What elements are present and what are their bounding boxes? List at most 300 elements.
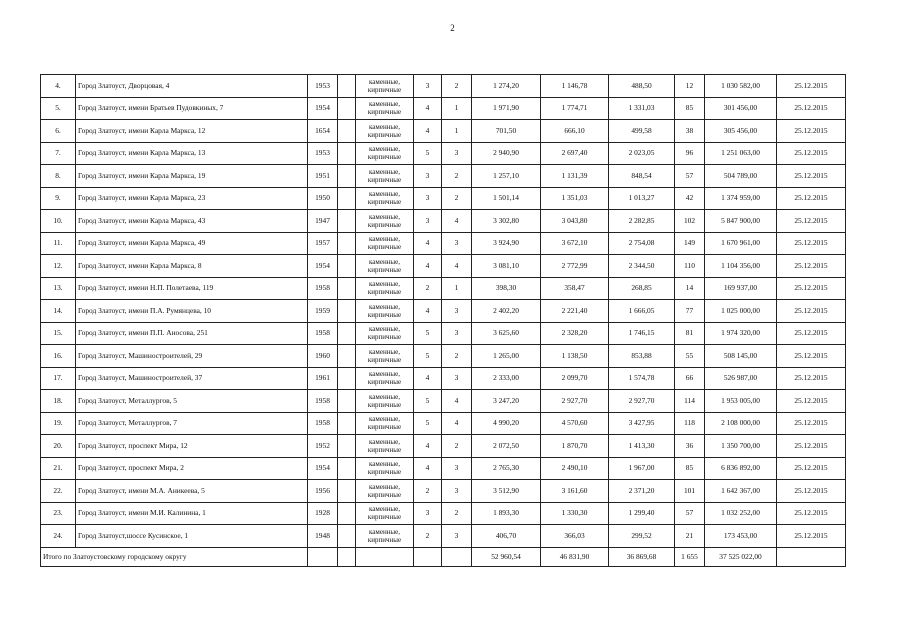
cost: 504 789,00 (705, 165, 777, 188)
blank-cell (338, 367, 356, 390)
wall-material: каменные, кирпичные (356, 187, 414, 210)
blank-cell (338, 412, 356, 435)
residents: 57 (675, 502, 705, 525)
build-year: 1953 (308, 75, 338, 98)
total-cost: 37 525 022,00 (705, 547, 777, 566)
table-row (41, 412, 846, 435)
build-year: 1958 (308, 412, 338, 435)
table-row (41, 120, 846, 143)
row-number: 14. (41, 300, 76, 323)
cost: 305 456,00 (705, 120, 777, 143)
wall-material: каменные, кирпичные (356, 390, 414, 413)
residential-area: 1 967,00 (609, 457, 675, 480)
cost: 1 030 582,00 (705, 75, 777, 98)
wall-material: каменные, кирпичные (356, 345, 414, 368)
residents: 21 (675, 525, 705, 548)
address: Город Златоуст, Металлургов, 7 (76, 412, 308, 435)
residential-area: 2 282,85 (609, 210, 675, 233)
total-area: 52 960,54 (472, 547, 541, 566)
page-number: 2 (450, 23, 455, 33)
date: 25.12.2015 (777, 142, 846, 165)
total-cell-empty (442, 547, 472, 566)
address: Город Златоуст, имени Карла Маркса, 49 (76, 232, 308, 255)
blank-cell (338, 525, 356, 548)
total-area: 3 302,80 (472, 210, 541, 233)
date: 25.12.2015 (777, 255, 846, 278)
total-area: 406,70 (472, 525, 541, 548)
wall-material: каменные, кирпичные (356, 412, 414, 435)
floors: 5 (414, 412, 442, 435)
residents: 149 (675, 232, 705, 255)
floors: 3 (414, 187, 442, 210)
total-area: 2 402,20 (472, 300, 541, 323)
living-area: 1 138,50 (541, 345, 609, 368)
address: Город Златоуст, имени Братьев Пудовкиных, 7 (76, 97, 308, 120)
floors: 4 (414, 435, 442, 458)
blank-cell (338, 390, 356, 413)
floors: 5 (414, 345, 442, 368)
build-year: 1950 (308, 187, 338, 210)
build-year: 1958 (308, 390, 338, 413)
residents: 114 (675, 390, 705, 413)
living-area: 2 697,40 (541, 142, 609, 165)
living-area: 2 221,40 (541, 300, 609, 323)
living-area: 1 774,71 (541, 97, 609, 120)
living-area: 358,47 (541, 277, 609, 300)
table-row (41, 390, 846, 413)
blank-cell (338, 187, 356, 210)
build-year: 1947 (308, 210, 338, 233)
wall-material: каменные, кирпичные (356, 255, 414, 278)
total-area: 1 501,14 (472, 187, 541, 210)
living-area: 666,10 (541, 120, 609, 143)
living-area: 2 328,20 (541, 322, 609, 345)
floors: 5 (414, 142, 442, 165)
residential-area: 1 413,30 (609, 435, 675, 458)
address: Город Златоуст, Дворцовая, 4 (76, 75, 308, 98)
housing-table (40, 74, 846, 567)
build-year: 1952 (308, 435, 338, 458)
build-year: 1960 (308, 345, 338, 368)
wall-material: каменные, кирпичные (356, 210, 414, 233)
total-area: 3 081,10 (472, 255, 541, 278)
table-row (41, 165, 846, 188)
row-number: 21. (41, 457, 76, 480)
floors: 3 (414, 165, 442, 188)
residential-area: 1 666,05 (609, 300, 675, 323)
date: 25.12.2015 (777, 75, 846, 98)
residential-area: 2 344,50 (609, 255, 675, 278)
date: 25.12.2015 (777, 165, 846, 188)
table-row (41, 525, 846, 548)
date: 25.12.2015 (777, 457, 846, 480)
build-year: 1961 (308, 367, 338, 390)
residential-area: 1 299,40 (609, 502, 675, 525)
residents: 118 (675, 412, 705, 435)
row-number: 16. (41, 345, 76, 368)
wall-material: каменные, кирпичные (356, 75, 414, 98)
entrances: 3 (442, 457, 472, 480)
blank-cell (338, 142, 356, 165)
entrances: 1 (442, 97, 472, 120)
row-number: 23. (41, 502, 76, 525)
cost: 1 104 356,00 (705, 255, 777, 278)
living-area: 2 772,99 (541, 255, 609, 278)
wall-material: каменные, кирпичные (356, 502, 414, 525)
entrances: 2 (442, 75, 472, 98)
table-row (41, 75, 846, 98)
table-row (41, 97, 846, 120)
residential-area: 488,50 (609, 75, 675, 98)
address: Город Златоуст, имени М.А. Аникеева, 5 (76, 480, 308, 503)
date: 25.12.2015 (777, 322, 846, 345)
wall-material: каменные, кирпичные (356, 277, 414, 300)
total-cell-empty (308, 547, 338, 566)
table-row (41, 480, 846, 503)
residents: 81 (675, 322, 705, 345)
residents: 36 (675, 435, 705, 458)
total-area: 1 265,00 (472, 345, 541, 368)
residential-area: 853,88 (609, 345, 675, 368)
table-row (41, 255, 846, 278)
total-area: 2 333,00 (472, 367, 541, 390)
table-row (41, 187, 846, 210)
blank-cell (338, 322, 356, 345)
address: Город Златоуст, Машиностроителей, 29 (76, 345, 308, 368)
living-area: 3 043,80 (541, 210, 609, 233)
date: 25.12.2015 (777, 412, 846, 435)
total-row (41, 547, 846, 566)
blank-cell (338, 120, 356, 143)
date: 25.12.2015 (777, 232, 846, 255)
table-row (41, 277, 846, 300)
total-area: 398,30 (472, 277, 541, 300)
build-year: 1928 (308, 502, 338, 525)
cost: 1 953 005,00 (705, 390, 777, 413)
wall-material: каменные, кирпичные (356, 525, 414, 548)
floors: 4 (414, 255, 442, 278)
residents: 42 (675, 187, 705, 210)
total-area: 1 971,90 (472, 97, 541, 120)
cost: 173 453,00 (705, 525, 777, 548)
floors: 4 (414, 457, 442, 480)
entrances: 2 (442, 502, 472, 525)
entrances: 3 (442, 232, 472, 255)
residents: 101 (675, 480, 705, 503)
living-area: 4 570,60 (541, 412, 609, 435)
total-living-area: 46 831,90 (541, 547, 609, 566)
total-area: 3 512,90 (472, 480, 541, 503)
row-number: 13. (41, 277, 76, 300)
date: 25.12.2015 (777, 367, 846, 390)
entrances: 4 (442, 412, 472, 435)
total-area: 3 247,20 (472, 390, 541, 413)
blank-cell (338, 165, 356, 188)
floors: 4 (414, 120, 442, 143)
cost: 1 032 252,00 (705, 502, 777, 525)
date: 25.12.2015 (777, 120, 846, 143)
floors: 3 (414, 502, 442, 525)
total-area: 1 257,10 (472, 165, 541, 188)
table-row (41, 502, 846, 525)
table-row (41, 345, 846, 368)
date: 25.12.2015 (777, 390, 846, 413)
build-year: 1654 (308, 120, 338, 143)
cost: 1 374 959,00 (705, 187, 777, 210)
date: 25.12.2015 (777, 480, 846, 503)
date: 25.12.2015 (777, 187, 846, 210)
residents: 96 (675, 142, 705, 165)
residential-area: 2 023,05 (609, 142, 675, 165)
address: Город Златоуст, имени Карла Маркса, 8 (76, 255, 308, 278)
living-area: 1 870,70 (541, 435, 609, 458)
row-number: 8. (41, 165, 76, 188)
cost: 301 456,00 (705, 97, 777, 120)
address: Город Златоуст, Машиностроителей, 37 (76, 367, 308, 390)
total-cell-empty (777, 547, 846, 566)
blank-cell (338, 277, 356, 300)
table-row (41, 232, 846, 255)
build-year: 1958 (308, 322, 338, 345)
address: Город Златоуст, имени П.П. Аносова, 251 (76, 322, 308, 345)
table-row (41, 322, 846, 345)
cost: 169 937,00 (705, 277, 777, 300)
wall-material: каменные, кирпичные (356, 435, 414, 458)
entrances: 4 (442, 390, 472, 413)
floors: 4 (414, 300, 442, 323)
residents: 85 (675, 457, 705, 480)
address: Город Златоуст, имени Карла Маркса, 43 (76, 210, 308, 233)
cost: 1 251 063,00 (705, 142, 777, 165)
residents: 55 (675, 345, 705, 368)
residents: 14 (675, 277, 705, 300)
date: 25.12.2015 (777, 277, 846, 300)
table-row (41, 435, 846, 458)
row-number: 5. (41, 97, 76, 120)
residential-area: 1 013,27 (609, 187, 675, 210)
entrances: 3 (442, 480, 472, 503)
entrances: 2 (442, 345, 472, 368)
wall-material: каменные, кирпичные (356, 142, 414, 165)
floors: 3 (414, 75, 442, 98)
floors: 5 (414, 322, 442, 345)
total-residents: 1 655 (675, 547, 705, 566)
date: 25.12.2015 (777, 435, 846, 458)
cost: 6 836 892,00 (705, 457, 777, 480)
floors: 2 (414, 277, 442, 300)
living-area: 3 161,60 (541, 480, 609, 503)
residents: 102 (675, 210, 705, 233)
entrances: 3 (442, 525, 472, 548)
blank-cell (338, 345, 356, 368)
table-row (41, 300, 846, 323)
residential-area: 268,85 (609, 277, 675, 300)
blank-cell (338, 232, 356, 255)
build-year: 1948 (308, 525, 338, 548)
address: Город Златоуст, имени Н.П. Полетаева, 119 (76, 277, 308, 300)
blank-cell (338, 300, 356, 323)
residents: 85 (675, 97, 705, 120)
residential-area: 2 927,70 (609, 390, 675, 413)
row-number: 22. (41, 480, 76, 503)
cost: 508 145,00 (705, 345, 777, 368)
total-label: Итого по Златоустовскому городскому округу (41, 547, 308, 566)
living-area: 1 146,78 (541, 75, 609, 98)
residents: 77 (675, 300, 705, 323)
entrances: 3 (442, 367, 472, 390)
cost: 1 025 000,00 (705, 300, 777, 323)
residential-area: 1 746,15 (609, 322, 675, 345)
address: Город Златоуст, имени Карла Маркса, 23 (76, 187, 308, 210)
build-year: 1957 (308, 232, 338, 255)
entrances: 3 (442, 142, 472, 165)
living-area: 2 099,70 (541, 367, 609, 390)
blank-cell (338, 480, 356, 503)
total-residential-area: 36 869,68 (609, 547, 675, 566)
living-area: 1 131,39 (541, 165, 609, 188)
entrances: 1 (442, 277, 472, 300)
cost: 1 670 961,00 (705, 232, 777, 255)
blank-cell (338, 210, 356, 233)
date: 25.12.2015 (777, 300, 846, 323)
build-year: 1959 (308, 300, 338, 323)
table-row (41, 210, 846, 233)
floors: 4 (414, 97, 442, 120)
date: 25.12.2015 (777, 525, 846, 548)
residents: 12 (675, 75, 705, 98)
row-number: 19. (41, 412, 76, 435)
address: Город Златоуст, имени Карла Маркса, 19 (76, 165, 308, 188)
row-number: 12. (41, 255, 76, 278)
living-area: 1 330,30 (541, 502, 609, 525)
entrances: 2 (442, 165, 472, 188)
row-number: 4. (41, 75, 76, 98)
build-year: 1954 (308, 255, 338, 278)
wall-material: каменные, кирпичные (356, 300, 414, 323)
row-number: 10. (41, 210, 76, 233)
wall-material: каменные, кирпичные (356, 480, 414, 503)
wall-material: каменные, кирпичные (356, 457, 414, 480)
total-area: 3 924,90 (472, 232, 541, 255)
wall-material: каменные, кирпичные (356, 120, 414, 143)
total-area: 2 072,50 (472, 435, 541, 458)
floors: 4 (414, 232, 442, 255)
blank-cell (338, 457, 356, 480)
wall-material: каменные, кирпичные (356, 367, 414, 390)
address: Город Златоуст, проспект Мира, 2 (76, 457, 308, 480)
row-number: 24. (41, 525, 76, 548)
build-year: 1956 (308, 480, 338, 503)
entrances: 3 (442, 322, 472, 345)
blank-cell (338, 97, 356, 120)
table-row (41, 142, 846, 165)
address: Город Златоуст,шоссе Кусинское, 1 (76, 525, 308, 548)
residential-area: 848,54 (609, 165, 675, 188)
living-area: 2 490,10 (541, 457, 609, 480)
blank-cell (338, 255, 356, 278)
address: Город Златоуст, проспект Мира, 12 (76, 435, 308, 458)
floors: 4 (414, 367, 442, 390)
row-number: 17. (41, 367, 76, 390)
address: Город Златоуст, Металлургов, 5 (76, 390, 308, 413)
total-cell-empty (356, 547, 414, 566)
residential-area: 1 331,03 (609, 97, 675, 120)
residential-area: 499,58 (609, 120, 675, 143)
total-area: 3 625,60 (472, 322, 541, 345)
build-year: 1951 (308, 165, 338, 188)
blank-cell (338, 502, 356, 525)
row-number: 15. (41, 322, 76, 345)
residential-area: 2 371,20 (609, 480, 675, 503)
date: 25.12.2015 (777, 97, 846, 120)
wall-material: каменные, кирпичные (356, 322, 414, 345)
total-area: 701,50 (472, 120, 541, 143)
build-year: 1958 (308, 277, 338, 300)
cost: 526 987,00 (705, 367, 777, 390)
cost: 1 350 700,00 (705, 435, 777, 458)
table-row (41, 367, 846, 390)
floors: 5 (414, 390, 442, 413)
blank-cell (338, 435, 356, 458)
cost: 2 108 000,00 (705, 412, 777, 435)
cost: 1 642 367,00 (705, 480, 777, 503)
floors: 2 (414, 525, 442, 548)
row-number: 6. (41, 120, 76, 143)
total-area: 2 765,30 (472, 457, 541, 480)
build-year: 1954 (308, 97, 338, 120)
cost: 5 847 900,00 (705, 210, 777, 233)
residential-area: 299,52 (609, 525, 675, 548)
living-area: 1 351,03 (541, 187, 609, 210)
blank-cell (338, 75, 356, 98)
residential-area: 1 574,78 (609, 367, 675, 390)
wall-material: каменные, кирпичные (356, 165, 414, 188)
address: Город Златоуст, имени Карла Маркса, 12 (76, 120, 308, 143)
entrances: 2 (442, 187, 472, 210)
residents: 66 (675, 367, 705, 390)
living-area: 2 927,70 (541, 390, 609, 413)
row-number: 7. (41, 142, 76, 165)
wall-material: каменные, кирпичные (356, 232, 414, 255)
wall-material: каменные, кирпичные (356, 97, 414, 120)
entrances: 4 (442, 210, 472, 233)
living-area: 366,03 (541, 525, 609, 548)
residents: 110 (675, 255, 705, 278)
address: Город Златоуст, имени М.И. Калинина, 1 (76, 502, 308, 525)
row-number: 11. (41, 232, 76, 255)
date: 25.12.2015 (777, 502, 846, 525)
residential-area: 3 427,95 (609, 412, 675, 435)
residential-area: 2 754,08 (609, 232, 675, 255)
total-area: 2 940,90 (472, 142, 541, 165)
total-cell-empty (414, 547, 442, 566)
residents: 38 (675, 120, 705, 143)
address: Город Златоуст, имени П.А. Румянцева, 10 (76, 300, 308, 323)
total-area: 1 893,30 (472, 502, 541, 525)
floors: 3 (414, 210, 442, 233)
entrances: 4 (442, 255, 472, 278)
build-year: 1954 (308, 457, 338, 480)
table-row (41, 457, 846, 480)
row-number: 20. (41, 435, 76, 458)
residents: 57 (675, 165, 705, 188)
entrances: 3 (442, 300, 472, 323)
cost: 1 974 320,00 (705, 322, 777, 345)
floors: 2 (414, 480, 442, 503)
date: 25.12.2015 (777, 345, 846, 368)
entrances: 2 (442, 435, 472, 458)
total-cell-empty (338, 547, 356, 566)
